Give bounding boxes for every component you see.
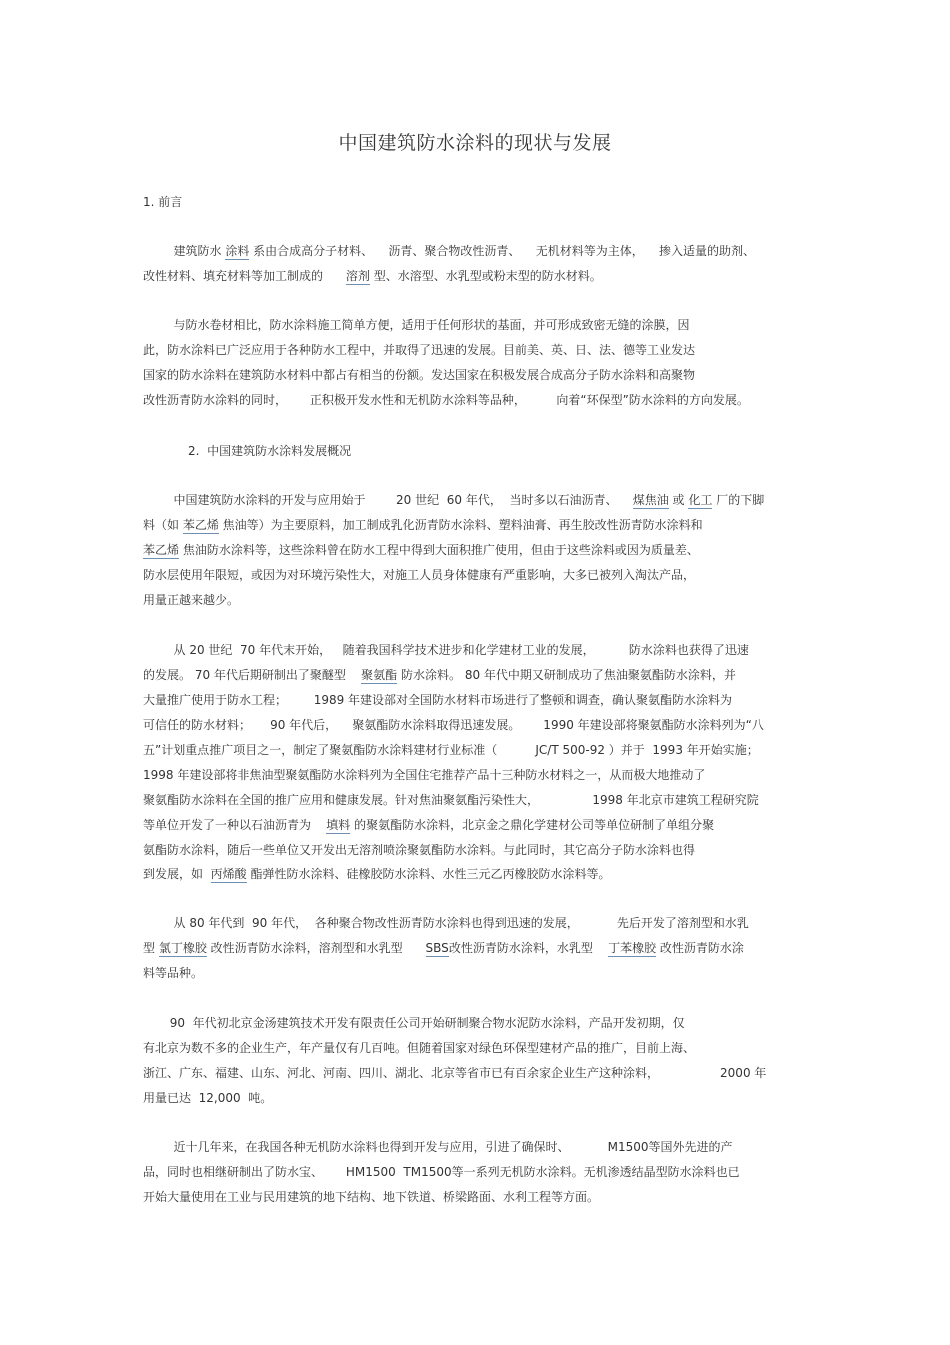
text-segment: 改性沥青防水涂料，溶剂型和水乳型	[206, 941, 426, 955]
text-line	[143, 1090, 272, 1106]
text-segment: 90 年代初北京金汤建筑技术开发有限责任公司开始研制聚合物水泥防水涂料，产品开发初期，仅	[143, 1016, 685, 1030]
text-line	[143, 965, 203, 981]
text-segment: 的发展。 70 年代后期研制出了聚醚型	[143, 668, 362, 682]
text-segment: 等单位开发了一种以石油沥青为	[143, 818, 327, 832]
text-line	[143, 1065, 766, 1081]
text-segment: 改性沥青防水涂料的同时， 正积极开发水性和无机防水涂料等品种， 向着“环保型”防水涂料的方向发展。	[143, 393, 749, 407]
text-line	[143, 1189, 599, 1205]
text-segment: 从 80 年代到 90 年代， 各种聚合物改性沥青防水涂料也得到迅速的发展， 先后开发了溶剂型和水乳	[143, 916, 749, 930]
text-line	[143, 1164, 740, 1180]
text-segment: 焦油等）为主要原料，加工制成乳化沥青防水涂料、塑料油膏、再生胶改性沥青防水涂料和	[218, 518, 703, 532]
keyword-link[interactable]: 化工	[688, 493, 713, 507]
text-segment: 或	[668, 493, 689, 507]
text-segment: 系由合成高分子材料、 沥青、聚合物改性沥青、 无机材料等为主体， 掺入适量的助剂、	[249, 244, 755, 258]
keyword-link[interactable]: 煤焦油	[632, 493, 669, 507]
text-segment: 焦油防水涂料等，这些涂料曾在防水工程中得到大面积推广使用，但由于这些涂料或因为质量差、	[179, 543, 699, 557]
text-line	[143, 717, 764, 733]
text-segment: 改性沥青防水涂料，水乳型	[448, 941, 609, 955]
keyword-link[interactable]: 苯乙烯	[182, 518, 219, 532]
text-line	[143, 517, 703, 533]
text-segment: 用量正越来越少。	[143, 593, 240, 607]
keyword-link[interactable]: 聚氨酯	[361, 668, 398, 682]
text-line	[143, 940, 744, 956]
text-line	[143, 767, 705, 783]
text-line	[143, 915, 749, 931]
keyword-link[interactable]: 氯丁橡胶	[158, 941, 207, 955]
text-segment: 开始大量使用在工业与民用建筑的地下结构、地下铁道、桥梁路面、水利工程等方面。	[143, 1190, 600, 1204]
text-line	[143, 542, 699, 558]
text-segment: 有北京为数不多的企业生产，年产量仅有几百吨。但随着国家对绿色环保型建材产品的推广，目前上海、	[143, 1041, 696, 1055]
text-segment: 可信任的防水材料； 90 年代后， 聚氨酯防水涂料取得迅速发展。 1990 年建设部将聚氨酯防水涂料列为“八	[143, 718, 764, 732]
text-segment: 五”计划重点推广项目之一，制定了聚氨酯防水涂料建材行业标准（ JC/T 500-92 ）并于 1993 年开始实施；	[143, 743, 759, 757]
text-segment: 防水涂料。 80 年代中期又研制成功了焦油聚氨酯防水涂料，并	[397, 668, 736, 682]
text-segment: 到发展，如	[143, 867, 211, 881]
text-segment: 聚氨酯防水涂料在全国的推广应用和健康发展。针对焦油聚氨酯污染性大， 1998 年北京市建筑工程研究院	[143, 793, 759, 807]
text-line	[143, 1139, 733, 1155]
text-segment: 的聚氨酯防水涂料，北京金之鼎化学建材公司等单位研制了单组分聚	[350, 818, 715, 832]
text-segment: 国家的防水涂料在建筑防水材料中都占有相当的份额。发达国家在积极发展合成高分子防水涂料和高聚物	[143, 368, 696, 382]
text-line	[143, 692, 732, 708]
text-segment: 品，同时也相继研制出了防水宝、 HM1500 TM1500等一系列无机防水涂料。无机渗透结晶型防水涂料也已	[143, 1165, 740, 1179]
text-line	[143, 492, 764, 508]
text-line	[143, 817, 714, 833]
text-segment: 与防水卷材相比，防水涂料施工简单方便，适用于任何形状的基面，并可形成致密无缝的涂膜，因	[143, 318, 690, 332]
text-segment: 酯弹性防水涂料、硅橡胶防水涂料、水性三元乙丙橡胶防水涂料等。	[246, 867, 611, 881]
text-segment: 防水层使用年限短，或因为对环境污染性大，对施工人员身体健康有严重影响，大多已被列入淘汰产品，	[143, 568, 696, 582]
text-line	[143, 392, 749, 408]
text-line	[143, 268, 602, 284]
text-line	[143, 842, 695, 858]
text-line	[143, 243, 755, 259]
text-segment: 近十几年来，在我国各种无机防水涂料也得到开发与应用，引进了确保时、 M1500等国外先进的产	[143, 1140, 733, 1154]
text-segment: 型	[143, 941, 159, 955]
keyword-link[interactable]: 涂料	[225, 244, 250, 258]
text-segment: 中国建筑防水涂料的开发与应用始于 20 世纪 60 年代， 当时多以石油沥青、	[143, 493, 633, 507]
text-line	[143, 642, 749, 658]
text-line	[143, 866, 610, 882]
text-segment: 1998 年建设部将非焦油型聚氨酯防水涂料列为全国住宅推荐产品十三种防水材料之一，从而极大地推动了	[143, 768, 706, 782]
keyword-link[interactable]: 丙烯酸	[210, 867, 247, 881]
text-segment: 用量已达 12,000 吨。	[143, 1091, 273, 1105]
text-line	[143, 592, 239, 608]
text-line	[143, 667, 736, 683]
text-line	[143, 342, 695, 358]
text-line	[143, 367, 695, 383]
keyword-link[interactable]: 丁苯橡胶	[608, 941, 657, 955]
text-line	[143, 1040, 695, 1056]
text-segment: 改性材料、填充材料等加工制成的	[143, 269, 346, 283]
keyword-link[interactable]: 溶剂	[345, 269, 370, 283]
keyword-link[interactable]: 填料	[326, 818, 351, 832]
section-heading: 2. 中国建筑防水涂料发展概况	[188, 444, 352, 458]
text-line	[143, 792, 759, 808]
text-segment: 从 20 世纪 70 年代末开始， 随着我国科学技术进步和化学建材工业的发展， 防水涂料也获得了迅速	[143, 643, 749, 657]
keyword-link[interactable]: 苯乙烯	[143, 543, 180, 557]
text-segment: 厂的下脚	[712, 493, 765, 507]
document-title: 中国建筑防水涂料的现状与发展	[338, 132, 612, 154]
text-segment: 料（如	[143, 518, 183, 532]
text-segment: 改性沥青防水涂	[656, 941, 744, 955]
text-line	[143, 317, 690, 333]
text-segment: 建筑防水	[143, 244, 226, 258]
text-segment: 大量推广使用于防水工程； 1989 年建设部对全国防水材料市场进行了整顿和调查，确认聚氨酯防水涂料为	[143, 693, 733, 707]
text-segment: 型、水溶型、水乳型或粉末型的防水材料。	[369, 269, 602, 283]
text-segment: 料等品种。	[143, 966, 204, 980]
keyword-link[interactable]: SBS	[425, 941, 449, 955]
text-segment: 氨酯防水涂料，随后一些单位又开发出无溶剂喷涂聚氨酯防水涂料。与此同时，其它高分子防水涂料也得	[143, 843, 696, 857]
section-heading: 1. 前言	[143, 195, 183, 209]
text-segment: 浙江、广东、福建、山东、河北、河南、四川、湖北、北京等省市已有百余家企业生产这种涂料， 2000 年	[143, 1066, 767, 1080]
text-line	[143, 1015, 685, 1031]
text-line	[143, 567, 695, 583]
text-line	[143, 742, 759, 758]
text-segment: 此，防水涂料已广泛应用于各种防水工程中，并取得了迅速的发展。目前美、英、日、法、德等工业发达	[143, 343, 696, 357]
